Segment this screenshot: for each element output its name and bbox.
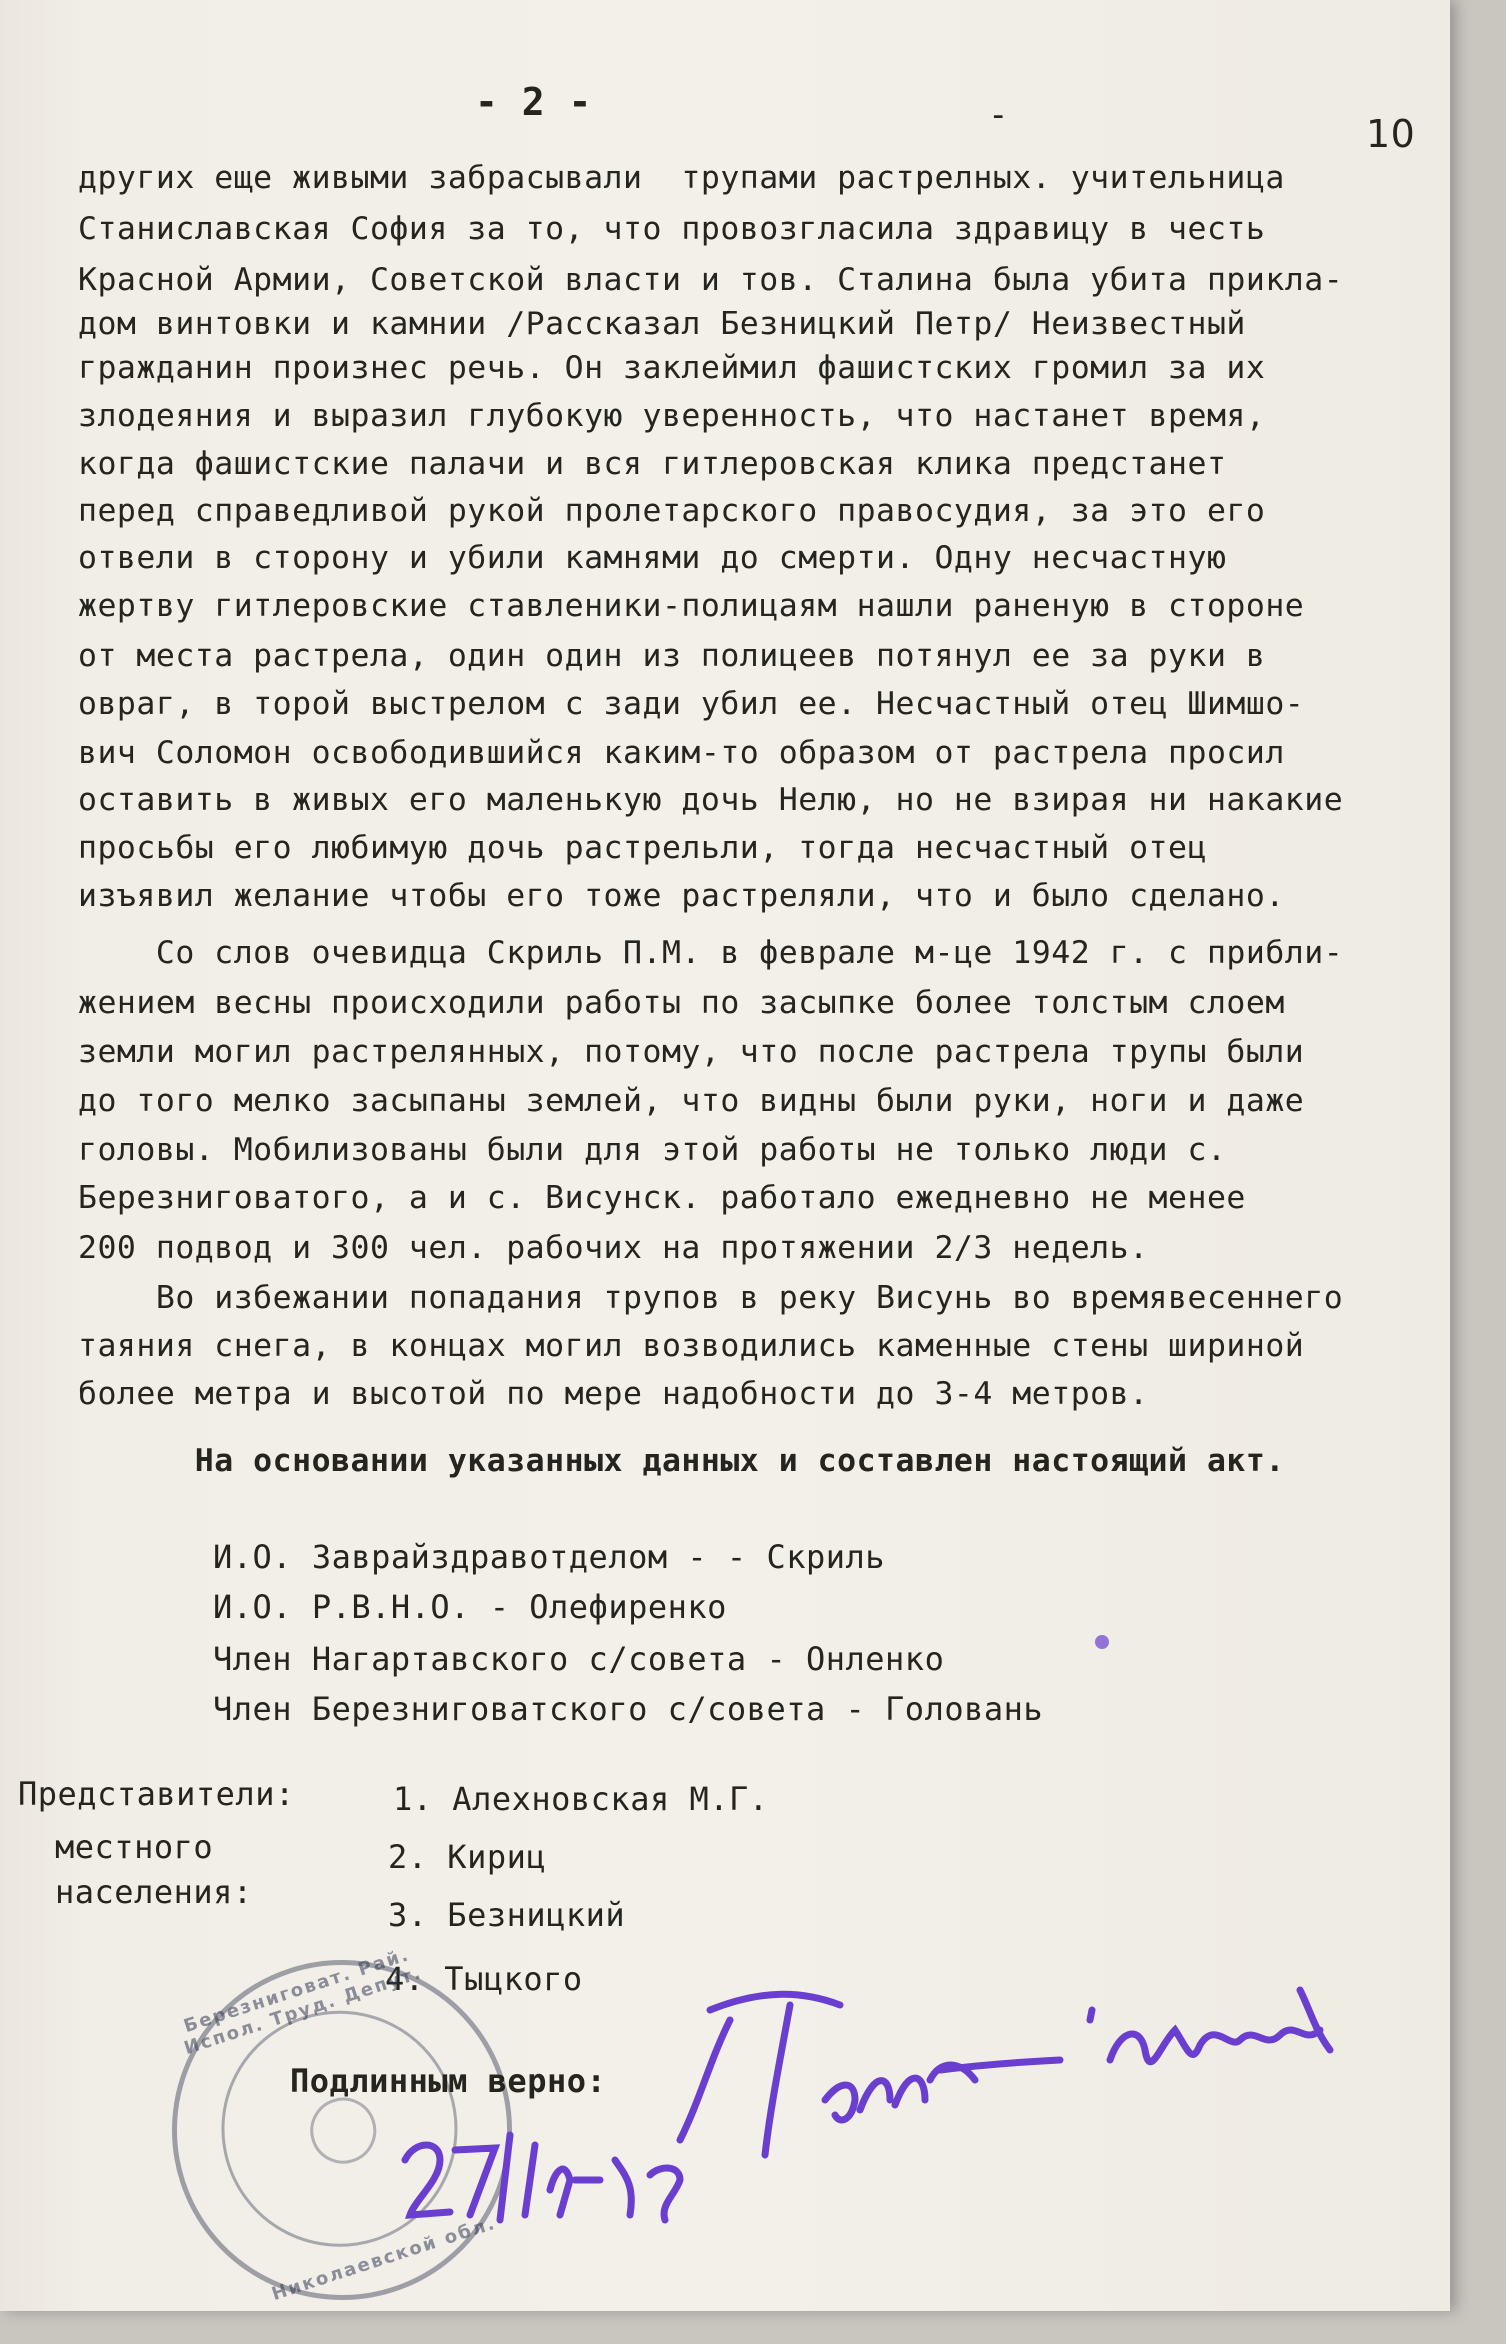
emblem-icon xyxy=(302,2089,385,2172)
page-number: - 2 - xyxy=(475,80,592,124)
representative-item: 1. Алехновская М.Г. xyxy=(393,1780,769,1818)
representatives-label: населения: xyxy=(55,1873,253,1911)
closing-statement: На основании указанных данных и составлен настоящий акт. xyxy=(78,1443,1285,1479)
representatives-label: Представители: xyxy=(18,1775,295,1813)
body-line: дом винтовки и камнии /Рассказал Безницкий Петр/ Неизвестный xyxy=(78,306,1246,342)
body-line: земли могил растрелянных, потому, что после растрела трупы были xyxy=(78,1034,1305,1070)
signatory-line: Член Нагартавского с/совета - Онленко xyxy=(213,1640,945,1678)
body-line: других еще живыми забрасывали трупами растрелных. учительница xyxy=(78,160,1285,196)
body-line: вич Соломон освободившийся каким-то образом от растрела просил xyxy=(78,735,1285,771)
body-line: Красной Армии, Советской власти и тов. Сталина была убита прикла- xyxy=(78,262,1344,298)
body-line: более метра и высотой по мере надобности до 3-4 метров. xyxy=(78,1376,1149,1412)
body-line: Во избежании попадания трупов в реку Висунь во времявесеннего xyxy=(78,1280,1344,1316)
representative-item: 2. Кириц xyxy=(388,1838,547,1876)
body-line: таяния снега, в концах могил возводились каменные стены шириной xyxy=(78,1328,1305,1364)
body-line: 200 подвод и 300 чел. рабочих на протяжении 2/3 недель. xyxy=(78,1230,1149,1266)
representatives-label: местного xyxy=(55,1828,214,1866)
body-line: перед справедливой рукой пролетарского правосудия, за это его xyxy=(78,493,1266,529)
body-line: Станиславская София за то, что провозгласила здравицу в честь xyxy=(78,211,1266,247)
body-line: изъявил желание чтобы его тоже растреляли, что и было сделано. xyxy=(78,878,1285,914)
signatory-line: И.О. Заврайздравотделом - - Скриль xyxy=(213,1538,886,1576)
body-line: овраг, в торой выстрелом с зади убил ее. Несчастный отец Шимшо- xyxy=(78,686,1305,722)
representative-item: 4. Тыцкого xyxy=(385,1960,583,1998)
handwritten-date xyxy=(395,2120,725,2230)
body-line: когда фашистские палачи и вся гитлеровская клика предстанет xyxy=(78,446,1227,482)
body-line: от места растрела, один один из полицеев потянул ее за руки в xyxy=(78,638,1266,674)
body-line: гражданин произнес речь. Он заклеймил фашистских громил за их xyxy=(78,350,1266,386)
signatory-line: И.О. Р.В.Н.О. - Олефиренко xyxy=(213,1588,727,1626)
certification-label: Подлинным верно: xyxy=(290,2062,607,2100)
body-line: Со слов очевидца Скриль П.М. в феврале м-це 1942 г. с прибли- xyxy=(78,935,1344,971)
representative-item: 3. Безницкий xyxy=(388,1896,626,1934)
header-dash: - xyxy=(988,95,1009,135)
body-line: злодеяния и выразил глубокую уверенность, что настанет время, xyxy=(78,398,1266,434)
body-line: оставить в живых его маленькую дочь Нелю, но не взирая ни накакие xyxy=(78,782,1344,818)
stamp-text-top: Березниговат. Рай. Испол. Труд. Депут. xyxy=(181,1944,425,2060)
body-line: Березниговатого, а и с. Висунск. работало ежедневно не менее xyxy=(78,1180,1246,1216)
stamp-text-bottom: Николаевской обл. xyxy=(269,2212,499,2306)
handwritten-signature xyxy=(640,1950,1420,2210)
body-line: головы. Мобилизованы были для этой работы не только люди с. xyxy=(78,1132,1227,1168)
body-line: просьбы его любимую дочь растрельли, тогда несчастный отец xyxy=(78,830,1207,866)
body-line: жертву гитлеровские ставленики-полицаям нашли раненую в стороне xyxy=(78,588,1305,624)
body-line: жением весны происходили работы по засыпке более толстым слоем xyxy=(78,985,1285,1021)
ink-blot xyxy=(1095,1635,1109,1649)
signatory-line: Член Березниговатского с/совета - Головань xyxy=(213,1690,1044,1728)
body-line: до того мелко засыпаны землей, что видны были руки, ноги и даже xyxy=(78,1083,1305,1119)
archive-page-number: 10 xyxy=(1366,112,1416,156)
body-line: отвели в сторону и убили камнями до смерти. Одну несчастную xyxy=(78,540,1227,576)
